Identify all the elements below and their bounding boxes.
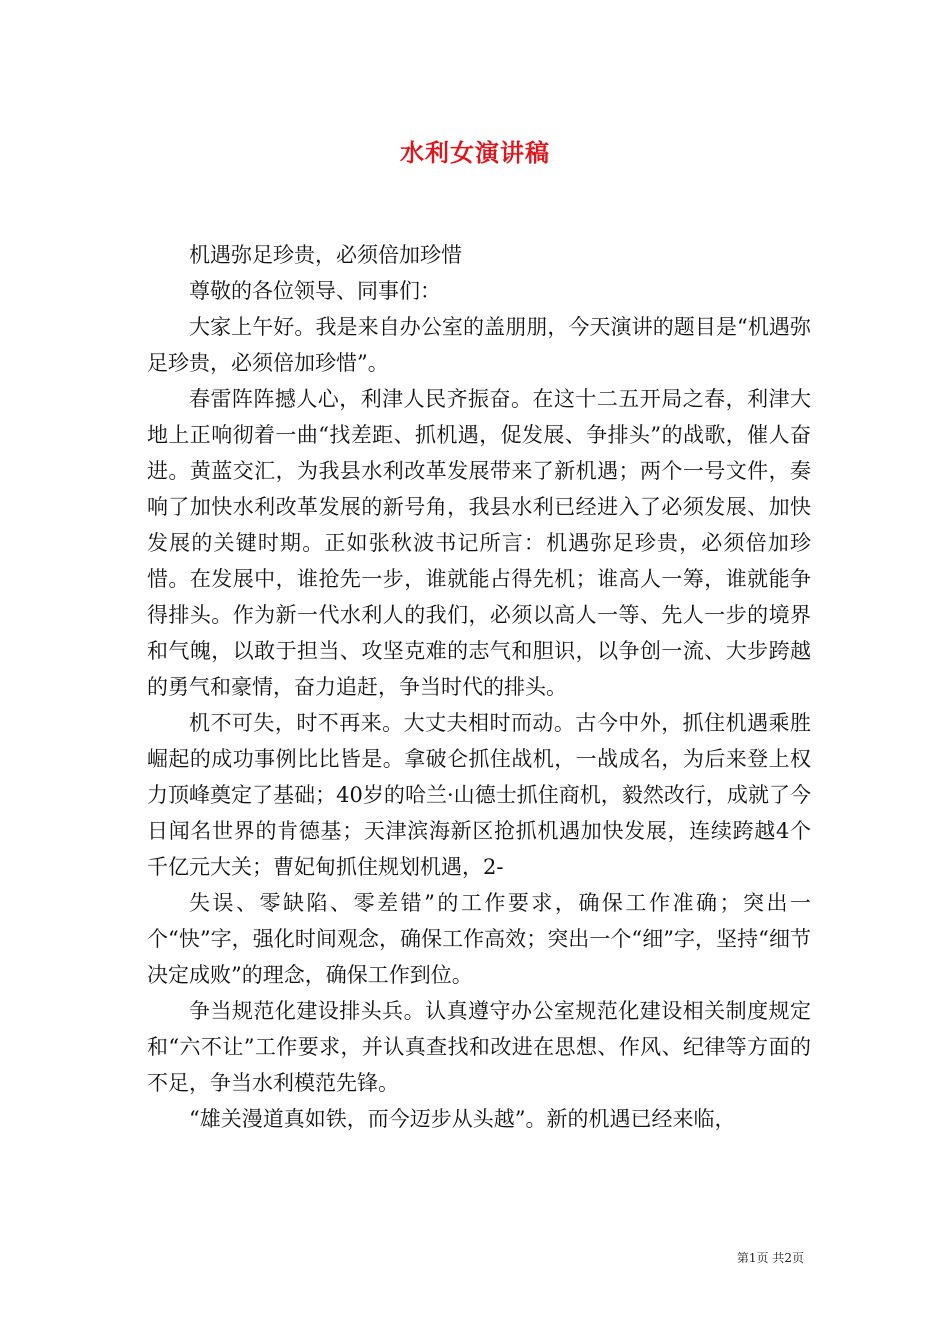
paragraph-standardization: 争当规范化建设排头兵。认真遵守办公室规范化建设相关制度规定和“六不让”工作要求，并认真查找和改进在思想、作风、纪律等方面的不足，争当水利模范先锋。 [147,999,811,1095]
paragraph-salutation: 尊敬的各位领导、同事们： [189,279,441,303]
paragraph-greeting: 大家上午好。我是来自办公室的盖朋朋，今天演讲的题目是“机遇弥足珍贵，必须倍加珍惜”。 [147,315,811,375]
paragraph-speech-topic: 机遇弥足珍贵，必须倍加珍惜 [189,243,462,267]
paragraph-closing-start: “雄关漫道真如铁，而今迈步从头越”。新的机遇已经来临， [189,1107,736,1131]
document-title: 水利女演讲稿 [400,138,550,167]
document-body [147,237,811,1137]
paragraph-opportunity-context: 春雷阵阵撼人心，利津人民齐振奋。在这十二五开局之春，利津大地上正响彻着一曲“找差距、抓机遇，促发展、争排头”的战歌，催人奋进。黄蓝交汇，为我县水利改革发展带来了新机遇；两个一号文件，奏响了加快水利改革发展的新号角，我县水利已经进入了必须发展、加快发展的关键时期。正如张秋波书记所言：机遇弥足珍贵，必须倍加珍惜。在发展中，谁抢先一步，谁就能占得先机；谁高人一筹，谁就能争得排头。作为新一代水利人的我们，必须以高人一等、先人一步的境界和气魄，以敢于担当、攻坚克难的志气和胆识，以争创一流、大步跨越的勇气和豪情，奋力追赶，争当时代的排头。 [147,387,811,699]
page-number-footer: 第1页 共2页 [736,1251,804,1265]
paragraph-work-requirements: 失误、零缺陷、零差错”的工作要求，确保工作准确；突出一个“快”字，强化时间观念，确保工作高效；突出一个“细”字，坚持“细节决定成败”的理念，确保工作到位。 [147,891,811,987]
paragraph-seize-opportunity: 机不可失，时不再来。大丈夫相时而动。古今中外，抓住机遇乘胜崛起的成功事例比比皆是。拿破仑抓住战机，一战成名，为后来登上权力顶峰奠定了基础；40岁的哈兰·山德士抓住商机，毅然改行，成就了今日闻名世界的肯德基；天津滨海新区抢抓机遇加快发展，连续跨越4个千亿元大关；曹妃甸抓住规划机遇，2- [147,711,811,879]
